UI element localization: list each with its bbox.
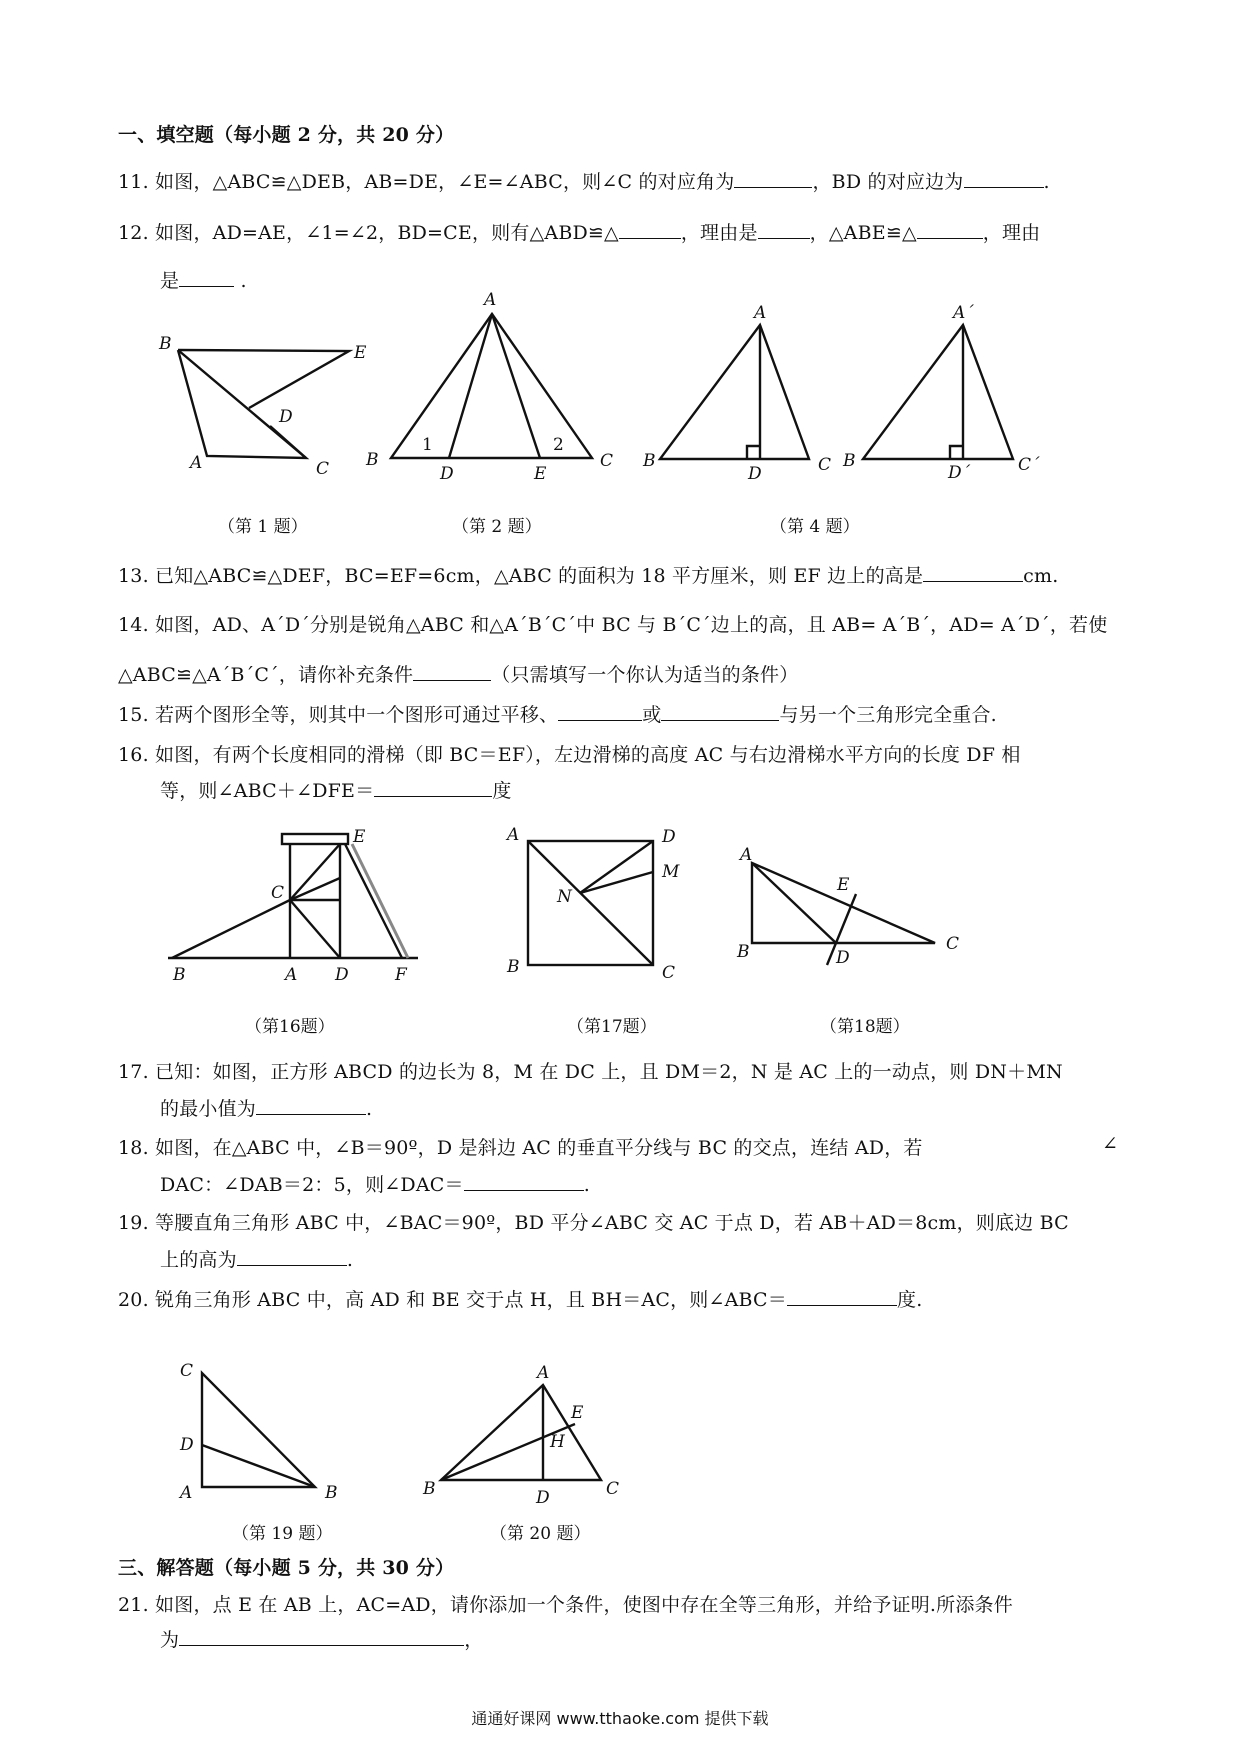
fig19-label-C: C	[180, 1361, 194, 1381]
question-16	[118, 740, 1021, 767]
q15-text-a: 15. 若两个图形全等，则其中一个图形可通过平移、	[118, 704, 559, 726]
fig4a-label-A: A	[754, 303, 767, 323]
footer-credit: 通通好课网 www.tthaoke.com 提供下载	[471, 1709, 769, 1728]
fig1-label-D: D	[279, 407, 293, 427]
fig20-label-B: B	[423, 1479, 436, 1499]
caption-figure-20: （第 20 题）	[490, 1524, 591, 1544]
q12-text-d: ，理由	[982, 222, 1041, 244]
figure-18	[736, 845, 959, 968]
q16-blank-1[interactable]	[374, 795, 492, 797]
fig17-line-nm	[580, 872, 653, 893]
fig17-label-D: D	[662, 827, 676, 847]
q13-blank-1[interactable]	[923, 580, 1023, 582]
fig2-label-C: C	[600, 451, 614, 471]
fig16-slide-ef	[345, 844, 402, 958]
q19-text-b: 上的高为	[160, 1249, 237, 1271]
caption-figure-18: （第18题）	[820, 1017, 910, 1037]
fig18-label-C: C	[946, 934, 960, 954]
q17-blank-1[interactable]	[256, 1113, 366, 1115]
q13-text-b: cm.	[1023, 565, 1059, 587]
question-21	[118, 1590, 1013, 1617]
section-title-answer: 三、解答题（每小题 5 分，共 30 分）	[118, 1557, 455, 1579]
question-18-continued	[160, 1170, 590, 1197]
fig1-label-B: B	[159, 334, 172, 354]
q14-text-b: △ABC≌△A´B´C´，请你补充条件	[118, 664, 414, 686]
q19-text-a: 19. 等腰直角三角形 ABC 中，∠BAC＝90º，BD 平分∠ABC 交 AC 于点 D，若 AB＋AD＝8cm，则底边 BC	[118, 1212, 1069, 1234]
fig17-label-A: A	[507, 825, 520, 845]
figure-20	[422, 1363, 619, 1508]
fig4b-label-A: A´	[953, 303, 974, 323]
q17-text-c: .	[366, 1098, 373, 1120]
question-17	[118, 1057, 1063, 1084]
fig4b-triangle-abc-prime	[863, 325, 1013, 459]
fig18-label-D: D	[836, 948, 850, 968]
question-19-continued	[160, 1245, 353, 1272]
figure-2	[365, 290, 613, 484]
q12-text-a: 12. 如图，AD=AE，∠1=∠2，BD=CE，则有△ABD≌△	[118, 222, 619, 244]
q13-text-a: 13. 已知△ABC≌△DEF，BC=EF=6cm，△ABC 的面积为 18 平方厘米，则 EF 边上的高是	[118, 565, 924, 587]
q12-text-f: .	[240, 270, 247, 292]
caption-figure-19: （第 19 题）	[232, 1524, 333, 1544]
fig2-label-angle-2: 2	[553, 435, 564, 455]
fig2-line-ae	[492, 314, 540, 458]
fig19-triangle-abc	[202, 1373, 315, 1487]
fig20-label-H: H	[550, 1432, 565, 1452]
fig17-label-B: B	[507, 957, 520, 977]
fig20-label-A: A	[537, 1363, 550, 1383]
fig1-label-E: E	[354, 343, 367, 363]
section-title-fill-blank: 一、填空题（每小题 2 分，共 20 分）	[118, 124, 455, 146]
question-17-continued	[160, 1094, 372, 1121]
q11-text-b: ，BD 的对应边为	[812, 171, 964, 193]
fig16-slide-bc	[172, 900, 290, 958]
question-16-continued	[160, 776, 512, 803]
q12-text-e: 是	[160, 270, 180, 292]
fig16-stairs-lower	[290, 900, 340, 958]
fig4b-right-angle	[950, 446, 963, 459]
fig16-slide-ef-shadow	[352, 844, 408, 958]
figure-16	[168, 827, 418, 985]
q15-text-b: 或	[642, 704, 662, 726]
question-14-continued	[118, 660, 798, 687]
caption-figure-4: （第 4 题）	[770, 517, 860, 537]
fig4a-label-C: C	[818, 455, 832, 475]
q18-angle-symbol: ∠	[1102, 1133, 1119, 1155]
fig17-line-nd	[580, 841, 653, 893]
q14-text-c: （只需填写一个你认为适当的条件）	[491, 664, 799, 686]
q20-text-a: 20. 锐角三角形 ABC 中，高 AD 和 BE 交于点 H，且 BH＝AC，则∠ABC＝	[118, 1289, 787, 1311]
fig16-label-D: D	[335, 965, 349, 985]
fig16-label-C: C	[271, 883, 285, 903]
fig16-label-B: B	[173, 965, 186, 985]
figure-4-right	[842, 303, 1040, 483]
q15-blank-2[interactable]	[661, 719, 779, 721]
caption-figure-16: （第16题）	[245, 1017, 335, 1037]
fig17-diagonal-ac	[528, 841, 653, 965]
caption-figure-17: （第17题）	[567, 1017, 657, 1037]
figure-17	[505, 825, 680, 983]
fig18-line-ad	[752, 863, 836, 943]
fig4b-label-B: B	[843, 451, 856, 471]
q18-text-c: .	[583, 1174, 590, 1196]
figure-4-left	[642, 303, 831, 484]
fig19-line-bd	[202, 1445, 315, 1487]
fig2-label-angle-1: 1	[422, 435, 433, 455]
fig1-label-A: A	[190, 453, 203, 473]
question-20	[118, 1285, 922, 1312]
fig16-rung	[290, 878, 340, 900]
q20-text-b: 度.	[897, 1289, 923, 1311]
fig19-label-A: A	[180, 1483, 193, 1503]
fig17-label-N: N	[557, 887, 572, 907]
q12-text-c: ，△ABE≌△	[809, 222, 917, 244]
fig4a-label-D: D	[748, 464, 762, 484]
fig18-label-B: B	[737, 942, 750, 962]
fig4a-right-angle	[747, 446, 760, 459]
fig2-label-A: A	[484, 290, 497, 310]
fig19-label-D: D	[180, 1435, 194, 1455]
q21-text-c: ，	[464, 1629, 484, 1651]
question-14	[118, 610, 1107, 637]
fig17-label-C: C	[662, 963, 676, 983]
q14-blank-1[interactable]	[413, 679, 491, 681]
question-13	[118, 561, 1058, 588]
q19-blank-1[interactable]	[237, 1264, 347, 1266]
fig16-label-F: F	[395, 965, 407, 985]
fig2-label-E: E	[534, 464, 547, 484]
fig4a-triangle-abc	[660, 325, 809, 459]
q18-blank-1[interactable]	[464, 1189, 584, 1191]
question-21-continued	[160, 1625, 483, 1652]
fig2-line-ad	[449, 314, 492, 458]
fig1-label-C: C	[316, 459, 330, 479]
q15-text-c: 与另一个三角形完全重合.	[779, 704, 997, 726]
fig2-label-B: B	[366, 450, 379, 470]
question-19	[118, 1208, 1069, 1235]
fig20-triangle-abc	[441, 1385, 601, 1480]
q16-text-c: 度	[492, 780, 512, 802]
q11-text-a: 11. 如图，△ABC≌△DEB，AB=DE，∠E=∠ABC，则∠C 的对应角为	[118, 171, 735, 193]
fig20-label-D: D	[536, 1488, 550, 1508]
q21-text-b: 为	[160, 1629, 180, 1651]
fig17-label-M: M	[662, 862, 680, 882]
q16-text-b: 等，则∠ABC＋∠DFE＝	[160, 780, 375, 802]
q21-text-a: 21. 如图，点 E 在 AB 上，AC=AD，请你添加一个条件，使图中存在全等三角形，并给予证明.所添条件	[118, 1594, 1013, 1616]
figure-19	[178, 1361, 338, 1503]
caption-figure-1: （第 1 题）	[218, 517, 308, 537]
fig1-lines-be-ed	[178, 350, 349, 408]
fig1-line-dc	[270, 426, 306, 458]
q18-text-b: DAC：∠DAB＝2：5，则∠DAC＝	[160, 1174, 464, 1196]
q14-text-a: 14. 如图，AD、A´D´分别是锐角△ABC 和△A´B´C´中 BC 与 B´C´边上的高，且 AB= A´B´，AD= A´D´，若使	[118, 614, 1108, 636]
fig16-label-E: E	[353, 827, 366, 847]
fig4a-label-B: B	[643, 451, 656, 471]
caption-figure-2: （第 2 题）	[452, 517, 542, 537]
fig4b-label-C: C´	[1018, 455, 1040, 475]
fig2-label-D: D	[440, 464, 454, 484]
fig16-label-A: A	[285, 965, 298, 985]
fig20-label-E: E	[571, 1403, 584, 1423]
q19-text-c: .	[346, 1249, 354, 1271]
figure-1	[158, 334, 367, 479]
q17-text-a: 17. 已知：如图，正方形 ABCD 的边长为 8，M 在 DC 上，且 DM＝2，N 是 AC 上的一动点，则 DN＋MN	[118, 1061, 1063, 1083]
q15-blank-1[interactable]	[558, 719, 642, 721]
fig19-label-B: B	[325, 1483, 338, 1503]
fig16-stairs-upper	[290, 844, 340, 900]
q20-blank-1[interactable]	[787, 1304, 897, 1306]
fig18-label-E: E	[837, 875, 850, 895]
q17-text-b: 的最小值为	[160, 1098, 257, 1120]
q21-blank-1[interactable]	[179, 1644, 464, 1646]
q16-text-a: 16. 如图，有两个长度相同的滑梯（即 BC＝EF），左边滑梯的高度 AC 与右边滑梯水平方向的长度 DF 相	[118, 744, 1021, 766]
fig20-label-C: C	[606, 1479, 620, 1499]
q12-text-b: ，理由是	[680, 222, 758, 244]
fig18-label-A: A	[740, 845, 753, 865]
fig4b-label-D: D´	[948, 463, 971, 483]
q18-text-a: 18. 如图，在△ABC 中，∠B＝90º，D 是斜边 AC 的垂直平分线与 BC 的交点，连结 AD，若	[118, 1137, 923, 1159]
fig16-tower-top	[282, 834, 348, 844]
q11-text-c: .	[1043, 171, 1050, 193]
question-18	[118, 1133, 923, 1160]
question-15	[118, 700, 997, 727]
